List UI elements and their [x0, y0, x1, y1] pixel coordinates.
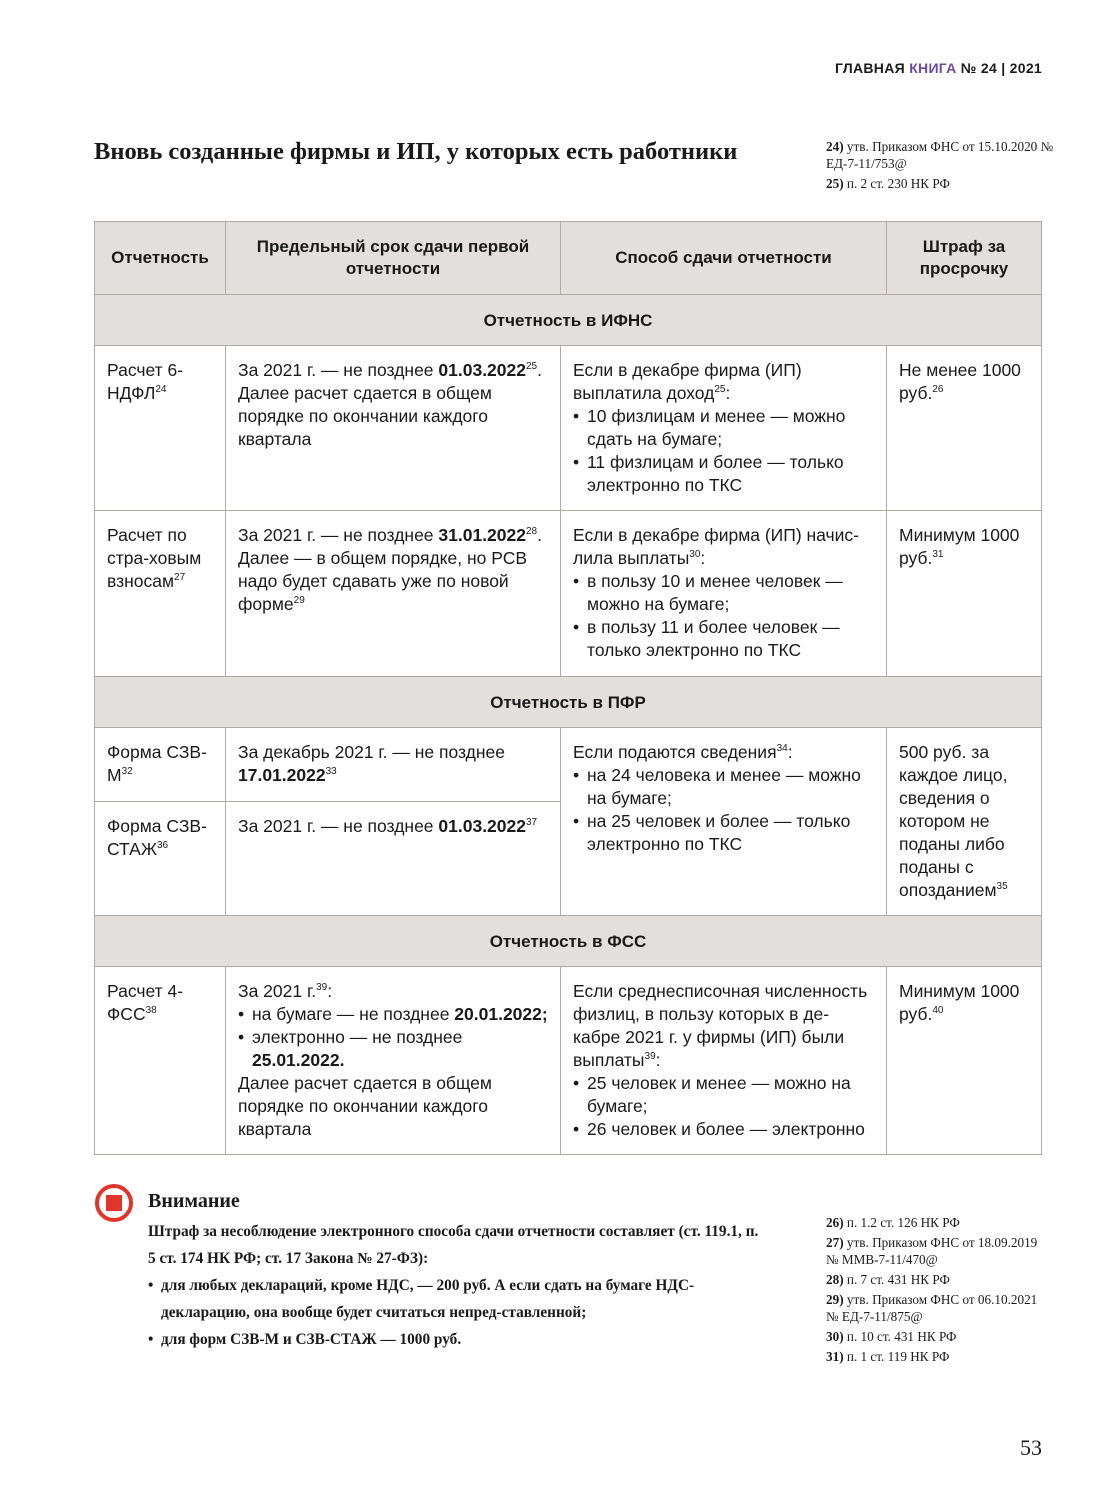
footnote-ref: 34: [776, 743, 788, 754]
footnote-ref: 24: [155, 384, 167, 395]
method-intro: Если в декабре фирма (ИП) выплатила доход: [573, 360, 802, 403]
method-list: [573, 764, 874, 856]
page-title: Вновь созданные фирмы и ИП, у которых есть работники: [94, 138, 738, 165]
report-name: Форма СЗВ-М: [107, 742, 207, 785]
footnote-ref: 37: [526, 817, 538, 828]
list-item: • на 24 человека и менее — можно на бумаге;: [573, 764, 874, 810]
col-header-report: Отчетность: [95, 222, 226, 295]
cell-deadline: [226, 346, 561, 511]
page-number: 53: [1020, 1435, 1042, 1460]
footnote-num: 24): [826, 139, 844, 154]
footnote-text: утв. Приказом ФНС от 06.10.2021 № ЕД-7-11/875@: [826, 1292, 1038, 1324]
cell-deadline: [226, 728, 561, 802]
fine-text: Минимум 1000 руб.: [899, 525, 1020, 568]
cell-fine: [887, 728, 1042, 916]
deadline-text: За декабрь 2021 г. — не позднее: [238, 742, 505, 762]
section-title: Отчетность в ИФНС: [95, 295, 1042, 346]
deadline-date: 20.01.2022;: [454, 1004, 548, 1024]
footnote-ref: 26: [932, 384, 944, 395]
attention-intro: Штраф за несоблюдение электронного способа сдачи отчетности составляет (ст. 119.1, п. 5 ст. 174 НК РФ; ст. 17 Закона № 27-ФЗ):: [148, 1223, 759, 1267]
footnote-ref: 31: [932, 549, 944, 560]
footnote-26: [826, 1214, 1046, 1231]
list-item: [238, 1003, 548, 1026]
deadline-text: За 2021 г.: [238, 981, 317, 1001]
list-item: • для любых деклараций, кроме НДС, — 200 руб. А если сдать на бумаге НДС-декларацию, она вообще будет считаться непред-ставленной;: [148, 1272, 768, 1326]
footnote-27: [826, 1234, 1046, 1268]
cell-deadline: [226, 802, 561, 916]
cell-fine: [887, 967, 1042, 1155]
masthead-part2: КНИГА: [909, 60, 957, 76]
deadline-date: 01.03.2022: [438, 360, 526, 380]
section-title: Отчетность в ФСС: [95, 916, 1042, 967]
deadline-text: на бумаге — не позднее: [252, 1004, 455, 1024]
footnote-num: 30): [826, 1329, 844, 1344]
list-item: • 11 физлицам и более — только электронно по ТКС: [573, 451, 874, 497]
footnote-ref: 30: [689, 549, 701, 560]
footnote-num: 28): [826, 1272, 844, 1287]
reporting-table: [94, 221, 1042, 1155]
footnote-ref: 27: [174, 572, 186, 583]
col-header-method: Способ сдачи отчетности: [561, 222, 887, 295]
attention-body: [148, 1218, 768, 1353]
footnote-ref: 35: [996, 881, 1008, 892]
footnotes-bottom: [826, 1214, 1046, 1368]
list-item: [238, 1026, 548, 1072]
cell-method: [561, 511, 887, 677]
cell-report: [95, 511, 226, 677]
footnote-ref: 33: [325, 766, 337, 777]
method-colon: :: [787, 742, 793, 762]
footnote-text: утв. Приказом ФНС от 15.10.2020 № ЕД-7-11/753@: [826, 139, 1054, 171]
footnote-text: п. 1 ст. 119 НК РФ: [846, 1349, 950, 1364]
deadline-colon: :: [327, 981, 333, 1001]
masthead-part1: ГЛАВНАЯ: [834, 60, 905, 76]
section-row-ifns: [95, 295, 1042, 346]
table-row: [95, 728, 1042, 802]
footnotes-top: [826, 138, 1066, 195]
attention-heading: Внимание: [148, 1190, 240, 1212]
section-row-pfr: [95, 677, 1042, 728]
method-colon: :: [655, 1050, 661, 1070]
footnote-text: п. 10 ст. 431 НК РФ: [846, 1329, 957, 1344]
deadline-text: За 2021 г. — не позднее: [238, 525, 439, 545]
deadline-date: 01.03.2022: [438, 816, 526, 836]
method-list: [573, 570, 874, 662]
method-intro: Если подаются сведения: [573, 742, 777, 762]
footnote-28: [826, 1271, 1046, 1288]
footnote-num: 31): [826, 1349, 844, 1364]
list-item: • на 25 человек и более — только электронно по ТКС: [573, 810, 874, 856]
cell-method: [561, 967, 887, 1155]
deadline-text: . Далее — в общем порядке, но РСВ надо будет сдавать уже по новой форме: [238, 525, 542, 614]
cell-deadline: [226, 967, 561, 1155]
footnote-ref: 28: [526, 526, 538, 537]
deadline-text: Далее расчет сдается в общем порядке по окончании каждого квартала: [238, 1073, 492, 1139]
deadline-text: электронно — не позднее: [252, 1027, 463, 1047]
cell-report: [95, 728, 226, 802]
list-item: • 26 человек и более — электронно: [573, 1118, 874, 1141]
deadline-date: 31.01.2022: [438, 525, 526, 545]
method-colon: :: [700, 548, 706, 568]
footnote-ref: 29: [293, 595, 305, 606]
list-item: • для форм СЗВ-М и СЗВ-СТАЖ — 1000 руб.: [148, 1326, 768, 1353]
section-title: Отчетность в ПФР: [95, 677, 1042, 728]
footnote-text: п. 1.2 ст. 126 НК РФ: [846, 1215, 960, 1230]
deadline-list: [238, 1003, 548, 1072]
method-list: [573, 405, 874, 497]
cell-report: [95, 346, 226, 511]
method-intro: Если в декабре фирма (ИП) начис-лила выплаты: [573, 525, 859, 568]
masthead: [835, 60, 1042, 76]
table-row: [95, 346, 1042, 511]
footnote-ref: 25: [526, 361, 538, 372]
footnote-ref: 40: [932, 1005, 944, 1016]
footnote-30: [826, 1328, 1046, 1345]
cell-method: [561, 346, 887, 511]
cell-fine: [887, 346, 1042, 511]
fine-text: Не менее 1000 руб.: [899, 360, 1021, 403]
footnote-text: п. 2 ст. 230 НК РФ: [846, 176, 950, 191]
report-name: Форма СЗВ-СТАЖ: [107, 816, 207, 859]
method-intro: Если среднесписочная численность физлиц, в пользу которых в де-кабре 2021 г. у фирмы (ИП) были выплаты: [573, 981, 868, 1070]
cell-method: [561, 728, 887, 916]
deadline-date: 17.01.2022: [238, 765, 326, 785]
col-header-deadline: Предельный срок сдачи первой отчетности: [226, 222, 561, 295]
list-item: • в пользу 11 и более человек — только электронно по ТКС: [573, 616, 874, 662]
footnote-ref: 32: [121, 766, 133, 777]
attention-list: [148, 1272, 768, 1353]
col-header-fine: Штраф за просрочку: [887, 222, 1042, 295]
footnote-31: [826, 1348, 1046, 1365]
footnote-num: 29): [826, 1292, 844, 1307]
footnote-ref: 25: [714, 384, 726, 395]
section-row-fss: [95, 916, 1042, 967]
table-row: [95, 511, 1042, 677]
deadline-date: 25.01.2022.: [252, 1050, 345, 1070]
method-list: [573, 1072, 874, 1141]
cell-report: [95, 802, 226, 916]
footnote-ref: 38: [145, 1005, 157, 1016]
footnote-29: [826, 1291, 1046, 1325]
masthead-part3: № 24 | 2021: [960, 60, 1042, 76]
table-header-row: [95, 222, 1042, 295]
method-colon: :: [725, 383, 731, 403]
deadline-text: За 2021 г. — не позднее: [238, 360, 439, 380]
warning-stop-icon: [94, 1183, 134, 1223]
deadline-text: За 2021 г. — не позднее: [238, 816, 439, 836]
footnote-num: 26): [826, 1215, 844, 1230]
footnote-25: [826, 175, 1066, 192]
report-name: Расчет 6-НДФЛ: [107, 360, 184, 403]
footnote-num: 25): [826, 176, 844, 191]
footnote-text: утв. Приказом ФНС от 18.09.2019 № ММВ-7-11/470@: [826, 1235, 1038, 1267]
footnote-ref: 39: [644, 1051, 656, 1062]
footnote-num: 27): [826, 1235, 844, 1250]
report-name: Расчет 4-ФСС: [107, 981, 184, 1024]
list-item: • 25 человек и менее — можно на бумаге;: [573, 1072, 874, 1118]
footnote-ref: 39: [316, 982, 328, 993]
cell-report: [95, 967, 226, 1155]
fine-text: Минимум 1000 руб.: [899, 981, 1020, 1024]
cell-deadline: [226, 511, 561, 677]
footnote-24: [826, 138, 1066, 172]
deadline-text: . Далее расчет сдается в общем порядке по окончании каждого квартала: [238, 360, 542, 449]
table-row: [95, 967, 1042, 1155]
report-name: Расчет по стра-ховым взносам: [107, 525, 202, 591]
footnote-ref: 36: [157, 840, 169, 851]
list-item: • в пользу 10 и менее человек — можно на бумаге;: [573, 570, 874, 616]
cell-fine: [887, 511, 1042, 677]
footnote-text: п. 7 ст. 431 НК РФ: [846, 1272, 950, 1287]
list-item: • 10 физлицам и менее — можно сдать на бумаге;: [573, 405, 874, 451]
fine-text: 500 руб. за каждое лицо, сведения о котором не поданы либо поданы с опозданием: [899, 742, 1008, 900]
